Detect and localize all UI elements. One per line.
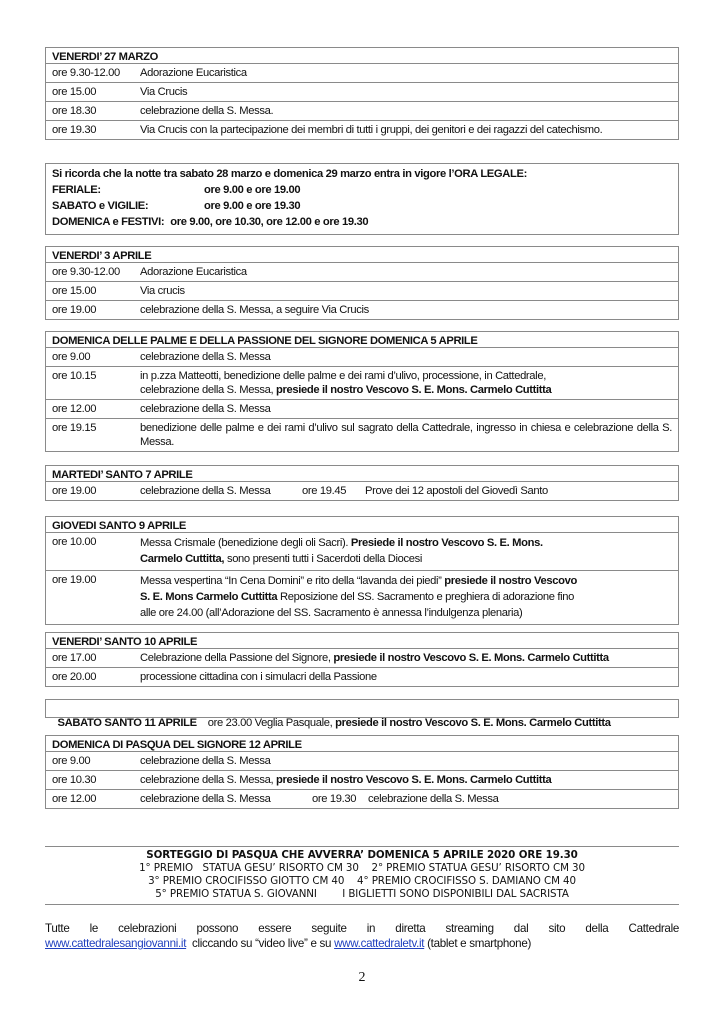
schedule-row — [46, 482, 678, 500]
bishop-note: presiede il nostro Vescovo S. E. Mons Carmelo Cuttitta — [140, 575, 577, 603]
description: celebrazione della S. Messa, a seguire Via Crucis — [140, 304, 369, 316]
bishop-note: presiede il nostro Vescovo S. E. Mons. Carmelo Cuttitta — [276, 774, 552, 786]
schedule-pasqua — [45, 735, 679, 809]
time: ore 17.00 — [52, 652, 97, 664]
time: ore 19.00 — [52, 485, 97, 497]
schedule-row — [46, 400, 678, 419]
description: celebrazione della S. Messa — [140, 403, 271, 415]
streaming-note-text: cliccando su “video live” e su — [186, 937, 335, 950]
streaming-note-line — [45, 936, 679, 951]
time: ore 10.15 — [52, 370, 97, 382]
description-text: celebrazione della S. Messa, — [140, 774, 276, 786]
time: ore 19.30 — [312, 793, 357, 805]
section-header: GIOVEDI SANTO 9 APRILE — [46, 517, 678, 533]
bishop-note: presiede il nostro Vescovo S. E. Mons. Carmelo Cuttitta — [276, 384, 552, 396]
description — [140, 651, 672, 665]
description: celebrazione della S. Messa — [140, 793, 271, 805]
description — [140, 535, 672, 567]
schedule-martedi-santo — [45, 465, 679, 501]
schedule-venerdi-santo — [45, 632, 679, 687]
description-text: Messa vespertina “In Cena Domini” e rito della “lavanda dei piedi” — [140, 575, 445, 587]
section-header: VENERDI’ SANTO 10 APRILE — [46, 633, 678, 649]
description: celebrazione della S. Messa — [140, 755, 271, 767]
description — [140, 773, 672, 787]
time: ore 19.30 — [52, 124, 97, 136]
description: Via crucis — [140, 285, 185, 297]
section-header: DOMENICA DI PASQUA DEL SIGNORE 12 APRILE — [46, 736, 678, 752]
ora-legale-line — [52, 199, 672, 215]
cattedraletv-link[interactable]: www.cattedraletv.it — [334, 937, 425, 950]
time: ore 15.00 — [52, 86, 97, 98]
description — [140, 573, 672, 621]
description: celebrazione della S. Messa. — [140, 105, 274, 117]
time: ore 15.00 — [52, 285, 97, 297]
description: Via Crucis — [140, 86, 188, 98]
ora-legale-label: DOMENICA e FESTIVI: — [52, 216, 165, 228]
raffle-title: SORTEGGIO DI PASQUA CHE AVVERRA’ DOMENICA 5 APRILE 2020 ORE 19.30 — [146, 849, 578, 861]
schedule-row — [46, 64, 678, 83]
time: ore 18.30 — [52, 105, 97, 117]
page-number: 2 — [358, 970, 366, 985]
description: benedizione delle palme e dei rami d’ulivo sul sagrato della Cattedrale, ingresso in chiesa e celebrazione della S. Messa. — [140, 422, 672, 448]
time: ore 10.30 — [52, 774, 97, 786]
time: ore 20.00 — [52, 671, 97, 683]
ora-legale-value: ore 9.00, ore 10.30, ore 12.00 e ore 19.30 — [170, 216, 369, 228]
schedule-row — [46, 649, 678, 668]
schedule-row — [46, 752, 678, 771]
schedule-sabato-santo — [45, 699, 679, 729]
time: ore 9.00 — [52, 351, 91, 363]
streaming-note — [45, 921, 679, 951]
schedule-row — [46, 83, 678, 102]
schedule-row — [46, 571, 678, 624]
time: ore 12.00 — [52, 793, 97, 805]
ora-legale-label: FERIALE: — [52, 184, 101, 196]
time: ore 12.00 — [52, 403, 97, 415]
schedule-row — [46, 367, 678, 400]
section-header: MARTEDI’ SANTO 7 APRILE — [46, 466, 678, 482]
schedule-row — [46, 348, 678, 367]
schedule-venerdi-27-marzo — [45, 47, 679, 140]
time: ore 19.00 — [52, 304, 97, 316]
schedule-row — [46, 301, 678, 319]
schedule-domenica-palme — [45, 331, 679, 452]
bishop-note: Presiede il nostro Vescovo S. E. Mons. Carmelo Cuttitta, — [140, 537, 543, 565]
description-text: in p.zza Matteotti, benedizione delle palme e dei rami d’ulivo, processione, in Cattedrale, — [140, 370, 546, 382]
section-header: VENERDI’ 27 MARZO — [46, 48, 678, 64]
description-text: Messa Crismale (benedizione degli oli Sacri). — [140, 537, 351, 549]
schedule-row — [46, 790, 678, 808]
ora-legale-intro: Si ricorda che la notte tra sabato 28 marzo e domenica 29 marzo entra in vigore l’ORA LEGALE: — [52, 168, 527, 180]
streaming-note-line: Tutte le celebrazioni possono essere seguite in diretta streaming dal sito della Cattedrale — [45, 922, 679, 935]
raffle-prize-line: 1° PREMIO STATUA GESU’ RISORTO CM 30 2° PREMIO STATUA GESU’ RISORTO CM 30 — [139, 862, 585, 874]
description: Prove dei 12 apostoli del Giovedì Santo — [365, 485, 548, 497]
section-header: VENERDI’ 3 APRILE — [46, 247, 678, 263]
ora-legale-line — [52, 183, 672, 199]
description: celebrazione della S. Messa — [140, 485, 271, 497]
time: ore 19.45 — [302, 485, 347, 497]
description-text: Celebrazione della Passione del Signore, — [140, 652, 334, 664]
raffle-prize-line: 3° PREMIO CROCIFISSO GIOTTO CM 40 4° PREMIO CROCIFISSO S. DAMIANO CM 40 — [148, 875, 576, 887]
ora-legale-label: SABATO e VIGILIE: — [52, 200, 149, 212]
bishop-note: presiede il nostro Vescovo S. E. Mons. Carmelo Cuttitta — [333, 652, 609, 664]
schedule-row — [46, 668, 678, 686]
schedule-venerdi-3-aprile — [45, 246, 679, 320]
time: ore 19.00 — [52, 574, 97, 586]
schedule-row — [46, 102, 678, 121]
ora-legale-value: ore 9.00 e ore 19.30 — [204, 200, 301, 212]
description — [140, 369, 672, 397]
schedule-row — [46, 263, 678, 282]
schedule-row — [46, 419, 678, 451]
ora-legale-value: ore 9.00 e ore 19.00 — [204, 184, 301, 196]
description: processione cittadina con i simulacri della Passione — [140, 671, 377, 683]
description: Adorazione Eucaristica — [140, 67, 247, 79]
time: ore 10.00 — [52, 536, 97, 548]
description-text: Reposizione del SS. Sacramento e preghiera di adorazione fino alle ore 24.00 (all’Adorazione del SS. Sacramento è annessa l’indulgenza plenaria) — [140, 591, 574, 619]
cattedrale-website-link[interactable]: www.cattedralesangiovanni.it — [45, 937, 187, 950]
time: ore 9.00 — [52, 755, 91, 767]
description-text: sono presenti tutti i Sacerdoti della Diocesi — [224, 553, 423, 565]
schedule-row — [46, 121, 678, 139]
raffle-prize-line: 5° PREMIO STATUA S. GIOVANNI I BIGLIETTI SONO DISPONIBILI DAL SACRISTA — [155, 888, 569, 900]
section-header: DOMENICA DELLE PALME E DELLA PASSIONE DEL SIGNORE DOMENICA 5 APRILE — [46, 332, 678, 348]
schedule-row — [46, 282, 678, 301]
ora-legale-line — [52, 215, 672, 231]
streaming-note-text: (tablet e smartphone) — [424, 937, 532, 950]
easter-raffle — [45, 846, 679, 905]
time: ore 19.15 — [52, 422, 97, 434]
time: ore 9.30-12.00 — [52, 266, 120, 278]
schedule-giovedi-santo — [45, 516, 679, 625]
ora-legale-notice — [45, 163, 679, 235]
time: ore 9.30-12.00 — [52, 67, 120, 79]
section-header: SABATO SANTO 11 APRILE — [57, 717, 197, 729]
schedule-row — [46, 533, 678, 571]
description: Adorazione Eucaristica — [140, 266, 247, 278]
bishop-note: presiede il nostro Vescovo S. E. Mons. Carmelo Cuttitta — [335, 717, 611, 729]
schedule-row — [46, 771, 678, 790]
description: celebrazione della S. Messa — [368, 793, 499, 805]
description: celebrazione della S. Messa — [140, 351, 271, 363]
description: Via Crucis con la partecipazione dei membri di tutti i gruppi, dei genitori e dei ragazzi del catechismo. — [140, 124, 603, 136]
description-text: ore 23.00 Veglia Pasquale, — [196, 717, 336, 729]
description-text: celebrazione della S. Messa, — [140, 384, 276, 396]
